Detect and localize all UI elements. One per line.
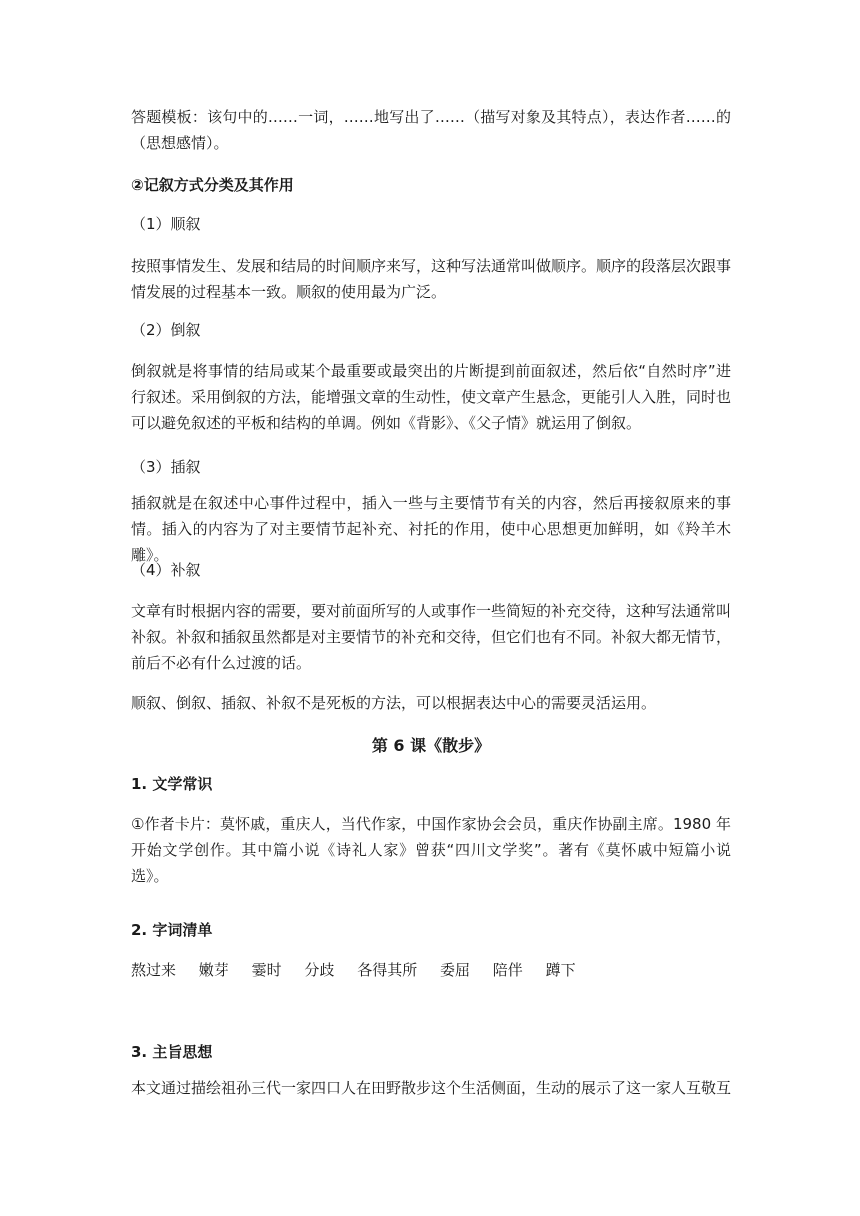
answer-template-paragraph: 答题模板：该句中的……一词，……地写出了……（描写对象及其特点），表达作者……的（思想感情）。 <box>131 108 731 152</box>
word-item: 各得其所 <box>357 961 418 979</box>
section-heading-narrative-methods: ②记叙方式分类及其作用 <box>131 176 294 194</box>
paragraph-flashback: 倒叙就是将事情的结局或某个最重要或最突出的片断提到前面叙述，然后依“自然时序”进行叙述。采用倒叙的方法，能增强文章的生动性，使文章产生悬念，更能引人入胜，同时也可以避免叙述的平板和结构的单调。例如《背影》、《父子情》就运用了倒叙。 <box>131 362 732 432</box>
subheading-flashback: （2）倒叙 <box>131 321 201 339</box>
heading-literary-knowledge: 1. 文学常识 <box>131 775 213 793</box>
word-item: 熬过来 <box>131 961 177 979</box>
lesson-title: 第 6 课《散步》 <box>371 736 491 755</box>
word-list <box>131 957 731 983</box>
paragraph-chronological: 按照事情发生、发展和结局的时间顺序来写，这种写法通常叫做顺序。顺序的段落层次跟事情发展的过程基本一致。顺叙的使用最为广泛。 <box>131 257 732 301</box>
word-item: 陪伴 <box>492 961 523 979</box>
paragraph-main-idea: 本文通过描绘祖孙三代一家四口人在田野散步这个生活侧面，生动的展示了这一家人互敬互 <box>131 1079 731 1097</box>
subheading-interpolation: （3）插叙 <box>131 458 201 476</box>
word-item: 霎时 <box>251 961 282 979</box>
word-item: 分歧 <box>304 961 335 979</box>
heading-word-list: 2. 字词清单 <box>131 921 213 939</box>
heading-main-idea: 3. 主旨思想 <box>131 1043 213 1061</box>
paragraph-supplementary: 文章有时根据内容的需要，要对前面所写的人或事作一些简短的补充交待，这种写法通常叫补叙。补叙和插叙虽然都是对主要情节的补充和交待，但它们也有不同。补叙大都无情节，前后不必有什么过渡的话。 <box>131 602 732 672</box>
paragraph-author-card: ①作者卡片：莫怀戚，重庆人，当代作家，中国作家协会会员，重庆作协副主席。1980 年开始文学创作。其中篇小说《诗礼人家》曾获“四川文学奖”。著有《莫怀戚中短篇小说选》。 <box>131 815 731 885</box>
word-item: 蹲下 <box>545 961 576 979</box>
paragraph-summary: 顺叙、倒叙、插叙、补叙不是死板的方法，可以根据表达中心的需要灵活运用。 <box>131 694 657 712</box>
subheading-chronological: （1）顺叙 <box>131 215 201 233</box>
paragraph-interpolation: 插叙就是在叙述中心事件过程中，插入一些与主要情节有关的内容，然后再接叙原来的事情。插入的内容为了对主要情节起补充、衬托的作用，使中心思想更加鲜明，如《羚羊木雕》。 <box>131 494 731 564</box>
subheading-supplementary: （4）补叙 <box>131 561 201 579</box>
word-item: 委屈 <box>439 961 470 979</box>
word-item: 嫩芽 <box>198 961 229 979</box>
